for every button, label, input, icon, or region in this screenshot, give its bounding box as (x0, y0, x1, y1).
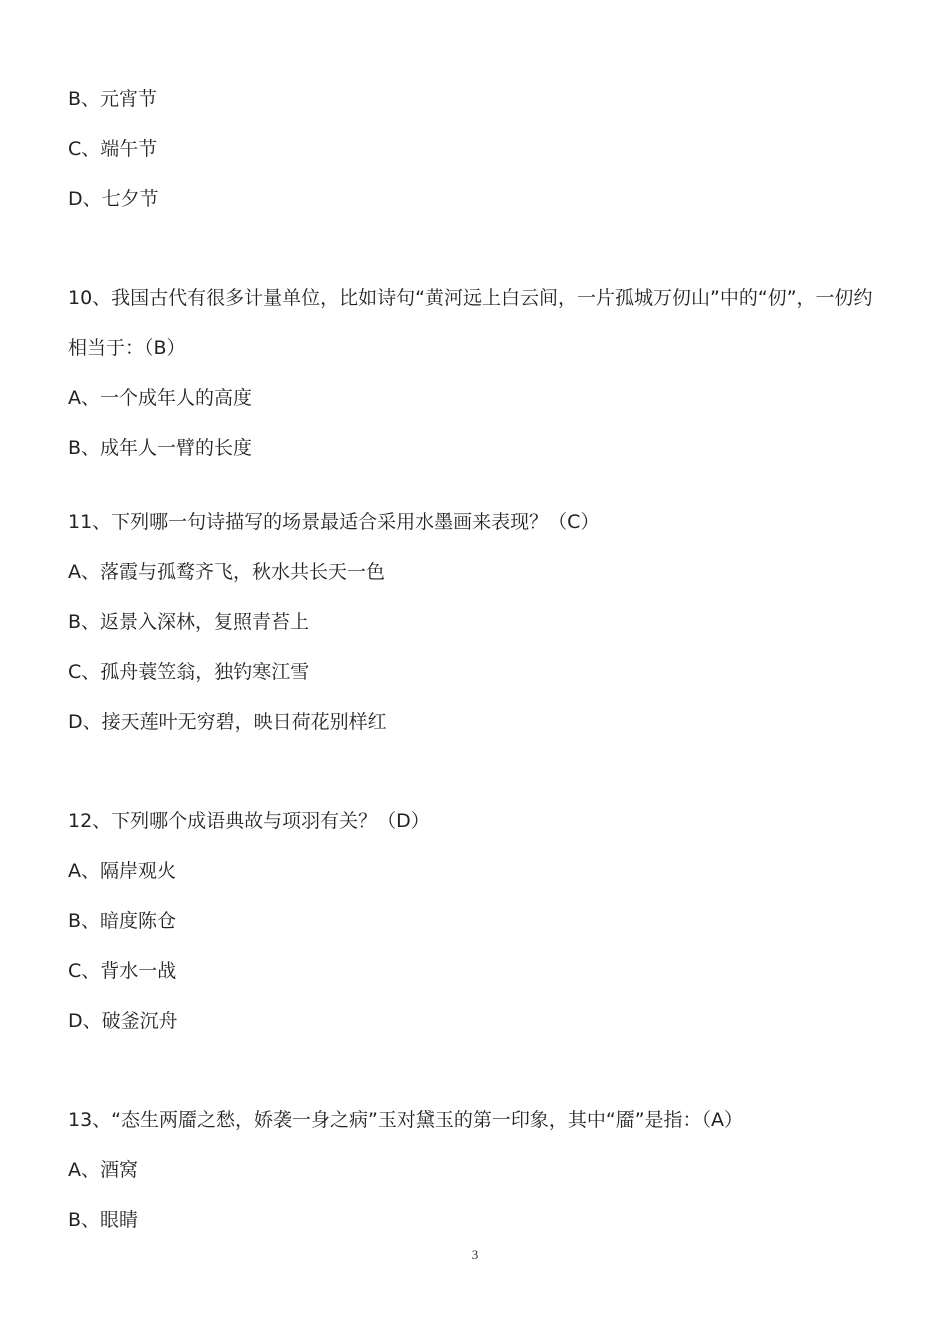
q11-option-b: B、返景入深林，复照青苔上 (68, 611, 310, 633)
q13-option-a: A、酒窝 (68, 1159, 138, 1181)
q10-question-line2: 相当于：（B） (68, 337, 186, 359)
page-number: 3 (471, 1247, 479, 1262)
q12-option-a: A、隔岸观火 (68, 860, 176, 882)
q9-option-c: C、端午节 (68, 138, 158, 160)
q9-option-d: D、七夕节 (68, 188, 159, 210)
q10-option-b: B、成年人一臂的长度 (68, 437, 253, 459)
q12-option-b: B、暗度陈仓 (68, 910, 177, 932)
q10-option-a: A、一个成年人的高度 (68, 387, 252, 409)
q12-option-d: D、破釜沉舟 (68, 1010, 178, 1032)
q13-question: 13、“态生两靥之愁，娇袭一身之病”玉对黛玉的第一印象，其中“靥”是指：（A） (68, 1109, 744, 1131)
q13-option-b: B、眼睛 (68, 1209, 139, 1231)
q11-option-c: C、孤舟蓑笠翁，独钓寒江雪 (68, 661, 310, 683)
q12-option-c: C、背水一战 (68, 960, 177, 982)
q10-question-line1: 10、我国古代有很多计量单位，比如诗句“黄河远上白云间，一片孤城万仞山”中的“仞”，一仞约 (68, 287, 873, 309)
q9-option-b: B、元宵节 (68, 88, 158, 110)
q11-option-a: A、落霞与孤鹜齐飞，秋水共长天一色 (68, 561, 385, 583)
q12-question: 12、下列哪个成语典故与项羽有关？（D） (68, 810, 430, 832)
q11-option-d: D、接天莲叶无穷碧，映日荷花别样红 (68, 711, 387, 733)
q11-question: 11、下列哪一句诗描写的场景最适合采用水墨画来表现？（C） (68, 511, 600, 533)
